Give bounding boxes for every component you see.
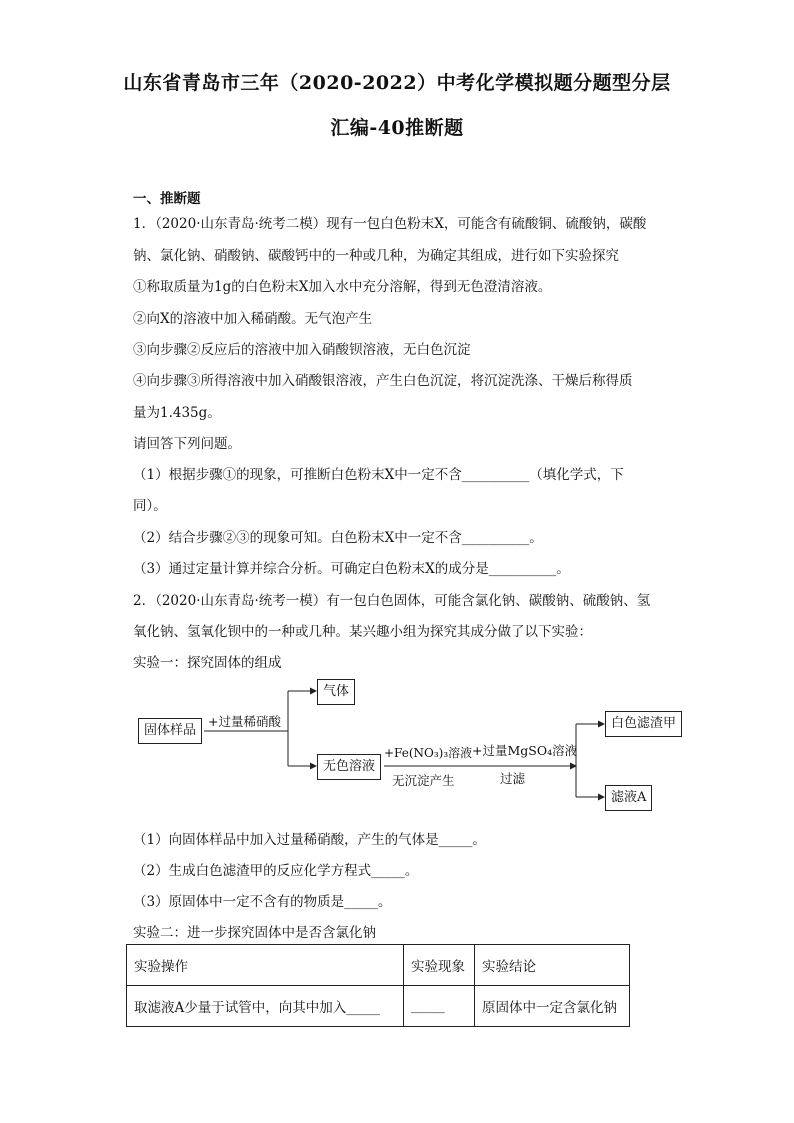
q1-part1-line2: 同）。 [133,498,167,514]
q1-step1: ①称取质量为1g的白色粉末X加入水中充分溶解，得到无色澄清溶液。 [133,279,552,295]
section-heading: 一、推断题 [133,191,201,207]
q2-experiment1-heading: 实验一：探究固体的组成 [133,655,282,671]
q2-stem-line2: 氧化钠、氢氧化钡中的一种或几种。某兴趣小组为探究其成分做了以下实验： [133,624,592,640]
flow-label-acid: +过量稀硝酸 [208,714,281,729]
q1-step4-line1: ④向步骤③所得溶液中加入硝酸银溶液，产生白色沉淀，将沉淀洗涤、干燥后称得质 [133,373,633,389]
page-title-line1: 山东省青岛市三年（2020-2022）中考化学模拟题分题型分层 [123,72,671,94]
table-cell-conclusion: 原固体中一定含氯化钠 [475,986,630,1027]
q1-stem-line1: 1．（2020·山东青岛·统考二模）现有一包白色粉末X，可能含有硫酸铜、硫酸钠，碳酸 [133,216,647,232]
q1-step3: ③向步骤②反应后的溶液中加入硝酸钡溶液，无白色沉淀 [133,342,471,358]
table-header-row [127,945,630,986]
flow-box-residue: 白色滤渣甲 [605,711,682,737]
q2-part2: （2）生成白色滤渣甲的反应化学方程式_____。 [133,863,419,879]
q1-stem-line2: 钠、氯化钠、硝酸钠、碳酸钙中的一种或几种，为确定其组成，进行如下实验探究 [133,248,619,264]
table-header-conclusion: 实验结论 [475,945,630,986]
q1-step2: ②向X的溶液中加入稀硝酸。无气泡产生 [133,311,373,327]
experiment2-table [126,944,630,1027]
q2-part3: （3）原固体中一定不含有的物质是_____。 [133,894,392,910]
flow-label-reagent2: +过量MgSO₄溶液 [472,743,578,758]
table-header-operation: 实验操作 [127,945,404,986]
flow-box-solution: 无色溶液 [317,754,381,780]
q1-part2: （2）结合步骤②③的现象可知。白色粉末X中一定不含__________。 [133,530,543,546]
q1-step4-line2: 量为1.435g。 [133,405,221,421]
q1-part3: （3）通过定量计算并综合分析。可确定白色粉末X的成分是__________。 [133,561,570,577]
flow-box-gas: 气体 [317,679,355,705]
flow-label-reagent1: +Fe(NO₃)₃溶液 [384,746,473,760]
flow-box-sample: 固体样品 [138,718,202,744]
q1-part1-line1: （1）根据步骤①的现象，可推断白色粉末X中一定不含__________（填化学式，下 [133,467,624,483]
flow-label-result1: 无沉淀产生 [392,773,455,788]
table-header-phenomenon: 实验现象 [404,945,475,986]
flow-label-op: 过滤 [500,771,526,786]
table-cell-phenomenon: _____ [404,986,475,1027]
q2-stem-line1: 2．（2020·山东青岛·统考一模）有一包白色固体，可能含氯化钠、碳酸钠、硫酸钠、氢 [133,593,651,609]
page-title-line2: 汇编-40推断题 [330,117,464,139]
q2-experiment2-heading: 实验二：进一步探究固体中是否含氯化钠 [133,925,376,941]
q2-part1: （1）向固体样品中加入过量稀硝酸，产生的气体是_____。 [133,832,486,848]
flow-box-filtrate: 滤液A [605,785,652,811]
table-cell-operation: 取滤液A少量于试管中，向其中加入_____ [127,986,404,1027]
q1-ask: 请回答下列问题。 [133,436,241,452]
table-row [127,986,630,1027]
